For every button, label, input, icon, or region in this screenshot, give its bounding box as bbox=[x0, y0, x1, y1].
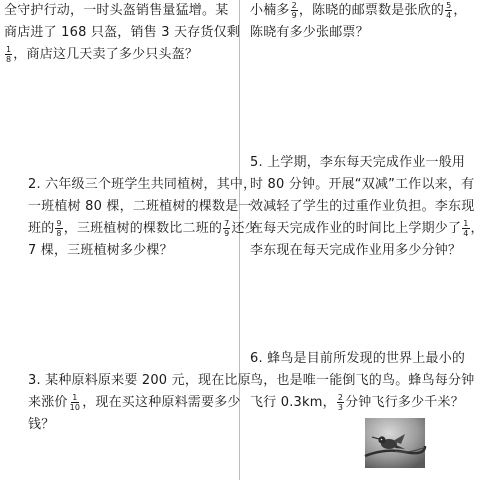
problem-text: 分钟飞行多少千米？ bbox=[345, 395, 464, 410]
fraction-denominator: 3 bbox=[337, 403, 344, 412]
fraction bbox=[55, 219, 62, 238]
problem-line bbox=[250, 218, 484, 240]
problem-text: 班的 bbox=[28, 221, 55, 236]
problem-line: 鸟，也是唯一能倒飞的鸟。蜂鸟每分钟 bbox=[250, 373, 475, 388]
problem-line: 5. 上学期，李东每天完成作业一般用 bbox=[250, 155, 466, 170]
fraction-numerator: 9 bbox=[56, 219, 62, 228]
fraction bbox=[69, 393, 82, 412]
problem-text: ，三班植树的棵数比二班的 bbox=[63, 221, 223, 236]
fraction-denominator: 9 bbox=[224, 229, 230, 238]
fraction-denominator: 9 bbox=[291, 11, 297, 20]
problem-text: ，陈晓的邮票数是张欣的 bbox=[298, 3, 445, 18]
problem-line: 6. 蜂鸟是目前所发现的世界上最小的 bbox=[250, 351, 466, 366]
fraction-denominator: 4 bbox=[463, 229, 469, 238]
problem-text: ， bbox=[453, 3, 467, 18]
fraction bbox=[223, 219, 230, 238]
fraction bbox=[291, 1, 298, 20]
problem-line: 7 棵，三班植树多少棵？ bbox=[28, 243, 173, 258]
fraction bbox=[5, 45, 12, 64]
problem-line: 3. 某种原料原来要 200 元，现在比原 bbox=[28, 373, 251, 388]
problem-line: 一班植树 80 棵，二班植树的棵数是一 bbox=[28, 199, 252, 214]
problem-line: 商店进了 168 只盔，销售 3 天存货仅剩 bbox=[4, 25, 241, 40]
problem-text: ， bbox=[470, 221, 484, 236]
fraction-denominator: 8 bbox=[56, 229, 62, 238]
problem-line: 效减轻了学生的过重作业负担。李东现 bbox=[250, 199, 475, 214]
problem-text: 在每天完成作业的时间比上学期少了 bbox=[250, 221, 462, 236]
problem-line: 李东现在每天完成作业用多少分钟？ bbox=[250, 243, 462, 258]
fraction-numerator: 2 bbox=[337, 393, 344, 402]
problem-line: 陈晓有多少张邮票？ bbox=[250, 25, 369, 40]
problem-line bbox=[4, 44, 240, 66]
fraction-denominator: 4 bbox=[446, 11, 452, 20]
problem-line bbox=[28, 218, 258, 240]
hummingbird-photo bbox=[365, 418, 425, 468]
fraction-denominator: 8 bbox=[6, 55, 12, 64]
problem-line bbox=[250, 392, 474, 414]
fraction-numerator: 1 bbox=[72, 393, 78, 402]
problem-line bbox=[28, 392, 251, 414]
problem-2 bbox=[28, 174, 258, 262]
fraction bbox=[462, 219, 469, 238]
problem-text: 小楠多 bbox=[250, 3, 290, 18]
problem-line: 时 80 分钟。开展“双减”工作以来，有 bbox=[250, 177, 475, 192]
problem-line: 全守护行动，一时头盔销售量猛增。某 bbox=[4, 3, 229, 18]
fraction-denominator: 10 bbox=[69, 403, 81, 412]
problem-line bbox=[250, 0, 467, 22]
problem-line: 钱？ bbox=[28, 417, 55, 432]
fraction-numerator: 5 bbox=[446, 1, 452, 10]
problem-text: 还少 bbox=[231, 221, 258, 236]
fraction-numerator: 1 bbox=[463, 219, 469, 228]
problem-text: 来涨价 bbox=[28, 395, 68, 410]
fraction-numerator: 2 bbox=[291, 1, 297, 10]
problem-text: 飞行 0.3km， bbox=[250, 395, 336, 410]
problem-3 bbox=[28, 370, 251, 436]
problem-5 bbox=[250, 152, 484, 262]
problem-text: ，商店这几天卖了多少只头盔？ bbox=[13, 47, 199, 62]
fraction-numerator: 7 bbox=[224, 219, 230, 228]
fraction bbox=[445, 1, 452, 20]
problem-1-continued bbox=[4, 0, 240, 66]
problem-6 bbox=[250, 348, 474, 414]
problem-line: 2. 六年级三个班学生共同植树，其中， bbox=[28, 177, 257, 192]
fraction bbox=[337, 393, 344, 412]
fraction-numerator: 1 bbox=[6, 45, 12, 54]
problem-4-continued bbox=[250, 0, 467, 44]
problem-text: ，现在买这种原料需要多少 bbox=[82, 395, 241, 410]
